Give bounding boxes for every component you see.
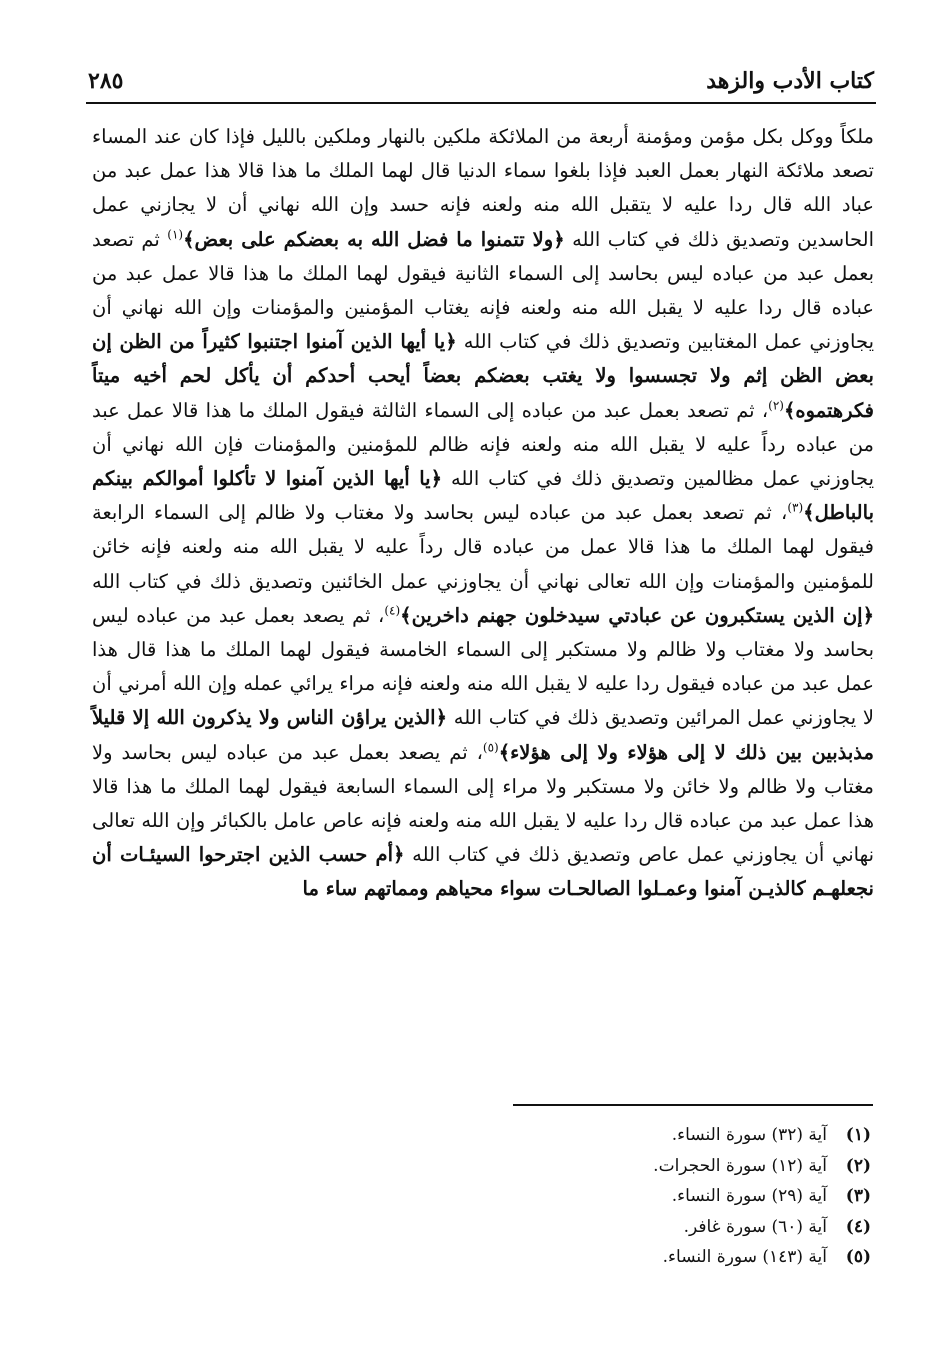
footnote-text: آية (١٤٣) سورة النساء. (662, 1247, 827, 1267)
header-rule (86, 102, 876, 104)
footnote-text: آية (٢٩) سورة النساء. (671, 1186, 827, 1206)
footnote-ref-4: (٤) (384, 603, 401, 618)
quran-quote: ﴿الذين يراؤن الناس ولا يذكرون الله إلا قليلاً مذبذبين بين ذلك لا إلى هؤلاء ولا إلى هؤلاء﴾ (92, 706, 874, 764)
quran-quote: ﴿أم حسب الذين اجترحوا السيئـات أن نجعلهـم كالذيـن آمنوا وعمـلوا الصالحـات سواء محياهم ومماتهم ساء ما (92, 843, 874, 901)
footnotes-list (371, 1120, 871, 1273)
footnote-number: (٣) (845, 1186, 871, 1206)
page-number: ٢٨٥ (88, 68, 124, 94)
quran-quote: ﴿يا أيها الذين آمنوا اجتنبوا كثيراً من الظن إن بعض الظن إثم ولا تجسسوا ولا يغتب بعضكم بعضاً أيحب أحدكم أن يأكل لحم أخيه ميتاً فكرهتموه﴾ (92, 330, 874, 422)
text-segment: ملكاً ووكل بكل مؤمن ومؤمنة أربعة من الملائكة ملكين بالنهار وملكين بالليل فإذا كان عند المساء تصعد ملائكة النهار بعمل العبد فإذا بلغوا سماء الدنيا قال لهما الملك ما هذا قالا هذا عمل عبد من عباد الله قال ردا عليه لا يتقبل الله منه ولعنه فإنه حسد وإن الله نهاني أن لا يجازني عمل الحاسدين وتصديق ذلك في كتاب الله (92, 125, 874, 251)
footnote-ref-5: (٥) (482, 740, 499, 755)
quran-quote: ﴿ولا تتمنوا ما فضل الله به بعضكم على بعض﴾ (183, 227, 565, 251)
text-segment: ، ثم تصعد بعمل عبد من عباده إلى السماء الثالثة فيقول الملك ما هذا قالا عمل عبد من عباده رداً عليه لا يقبل الله منه ولعنه فإنه ظالم للمؤمنين والمؤمنات فإن الله نهاني أن يجاوزني عمل مظالمين وتصديق ذلك في كتاب الله (92, 398, 874, 491)
footnote-number: (٤) (845, 1216, 871, 1237)
footnote-text: آية (١٢) سورة الحجرات. (653, 1155, 827, 1176)
footnote-number: (٥) (845, 1247, 871, 1267)
footnote-separator (513, 1104, 873, 1106)
quran-quote: ﴿يا أيها الذين آمنوا لا تأكلوا أموالكم بينكم بالباطل﴾ (92, 467, 874, 525)
page-header (88, 68, 874, 100)
footnote-item (371, 1242, 871, 1273)
footnote-text: آية (٦٠) سورة غافر. (683, 1216, 827, 1237)
running-title: كتاب الأدب والزهد (706, 68, 874, 94)
main-text (92, 120, 874, 907)
footnote-number: (١) (845, 1125, 871, 1145)
footnote-text: آية (٣٢) سورة النساء. (671, 1125, 827, 1145)
footnote-number: (٢) (845, 1155, 871, 1176)
footnote-item (371, 1181, 871, 1212)
text-segment: ، ثم يصعد بعمل عبد من عباده ليس بحاسد ولا مغتاب ولا ظالم ولا مستكبر إلى السماء الخامسة فيقول لهما الملك ما هذا قال هذا عمل عبد من عباده فيقول ردا عليه لا يقبل الله منه ولعنه فإنه مراء يرائي عمله وإن الله أمرني أن لا يجاوزني عمل المرائين وتصديق ذلك في كتاب الله (92, 603, 874, 730)
quran-quote: ﴿إن الذين يستكبرون عن عبادتي سيدخلون جهنم داخرين﴾ (400, 603, 874, 627)
footnote-ref-2: (٢) (768, 398, 784, 413)
footnote-item (371, 1212, 871, 1243)
main-paragraph (92, 120, 874, 907)
footnote-item (371, 1151, 871, 1182)
footnote-ref-1: (١) (167, 227, 184, 242)
text-segment: ، ثم تصعد بعمل عبد من عباده ليس بحاسد ولا مغتاب ولا ظالم إلى السماء الرابعة فيقول لهما الملك ما هذا قالا عمل من عباده قال رداً عليه لا يقبل الله منه ولعنه فإنه خائن للمؤمنين والمؤمنات وإن الله تعالى نهاني أن يجاوزني عمل الخائنين وتصديق ذلك في كتاب الله (92, 501, 874, 593)
footnote-item (371, 1120, 871, 1151)
text-segment: ، ثم يصعد بعمل عبد من عباده ليس بحاسد ولا مغتاب ولا ظالم ولا خائن ولا مستكبر ولا مراء إلى السماء السابعة فيقول لهما الملك ما هذا قالا هذا عمل عبد من عباده قال ردا عليه لا يقبل الله منه ولعنه فإنه عاص عامل بالكبائر وإن الله تعالى نهاني أن يجاوزني عمل عاص وتصديق ذلك في كتاب الله (92, 740, 874, 867)
text-segment: ثم تصعد بعمل عبد من عباده ليس بحاسد إلى السماء الثانية فيقول لهما الملك ما هذا قالا عمل عبد من عباده قال ردا عليه لا يقبل الله منه ولعنه فإنه يغتاب المؤمنين والمؤمنات وإن الله نهاني أن يجاوزني عمل المغتابين وتصديق ذلك في كتاب الله (92, 227, 874, 354)
footnote-ref-3: (٣) (787, 500, 804, 515)
